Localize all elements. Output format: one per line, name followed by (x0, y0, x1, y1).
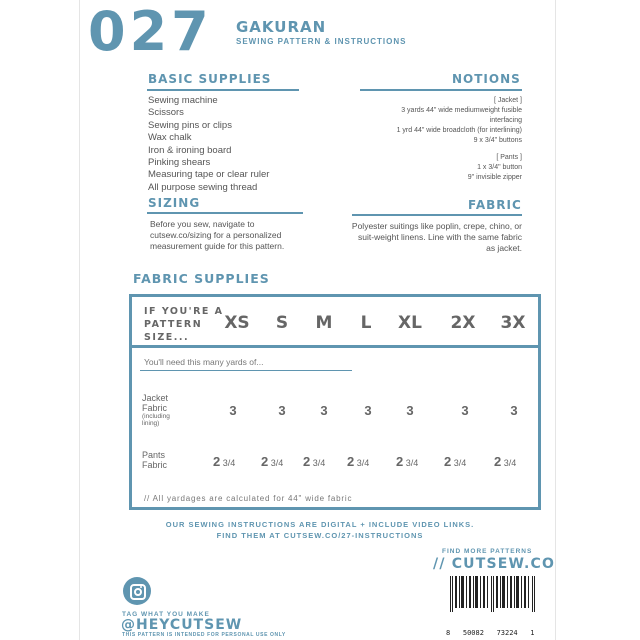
sizing-text: Before you sew, navigate to cutsew.co/sizing for a personalized measurement guide for this pattern. (150, 219, 285, 251)
basic-supplies-heading: BASIC SUPPLIES (148, 72, 272, 86)
notions-line: 1 x 3/4" button (477, 164, 522, 171)
jacket-yards-l: 3 (364, 403, 372, 418)
jacket-yards-3x: 3 (510, 403, 518, 418)
notions-list (342, 96, 522, 183)
pattern-size-label-line: SIZE... (144, 332, 190, 343)
size-s: S (275, 313, 289, 333)
fabric-supplies-heading: FABRIC SUPPLIES (133, 271, 270, 286)
cutsew-site-link[interactable]: // CUTSEW.CO (433, 556, 556, 572)
jacket-yards-s: 3 (278, 403, 286, 418)
pants-frac: 3/4 (356, 458, 370, 468)
jacket-sub: (including (142, 413, 170, 420)
pants-yards-s (261, 454, 283, 469)
jacket-yards-m: 3 (320, 403, 328, 418)
sizing-heading: SIZING (148, 196, 201, 210)
barcode-number: 8 50082 73224 1 (446, 629, 535, 637)
fabric-text: Polyester suitings like poplin, crepe, chino, or suit-weight linens. Line with the same fabric as jacket. (351, 221, 522, 253)
find-more-label: FIND MORE PATTERNS (442, 548, 533, 555)
pants-whole: 2 (396, 454, 404, 469)
notions-line: 1 yrd 44" wide broadcloth (for interlining) (396, 127, 522, 134)
pants-whole: 2 (213, 454, 221, 469)
pants-yards-l (347, 454, 369, 469)
size-xs: XS (224, 313, 250, 333)
jacket-label-2: Fabric (142, 403, 168, 413)
pants-yards-m (303, 454, 325, 469)
pattern-size-label (144, 305, 224, 344)
pants-whole: 2 (444, 454, 452, 469)
instructions-url-line: FIND THEM AT CUTSEW.CO/27-INSTRUCTIONS (216, 531, 424, 540)
pants-frac: 3/4 (453, 458, 467, 468)
basic-supplies-rule (147, 89, 299, 91)
pattern-number: 027 (88, 0, 213, 63)
jacket-yards-xl: 3 (406, 403, 414, 418)
table-divider (132, 345, 538, 348)
list-item: Iron & ironing board (148, 144, 232, 156)
size-3x: 3X (500, 313, 526, 333)
size-m: M (315, 313, 333, 333)
sizing-rule (147, 212, 303, 214)
pants-frac: 3/4 (312, 458, 326, 468)
pattern-title: GAKURAN (236, 18, 327, 36)
barcode (446, 576, 544, 618)
jacket-yards-xs: 3 (229, 403, 237, 418)
pants-yards-3x (494, 454, 516, 469)
pants-whole: 2 (347, 454, 355, 469)
pants-whole: 2 (494, 454, 502, 469)
notions-rule (360, 89, 522, 91)
notions-line: 9" invisible zipper (467, 174, 522, 181)
notions-line: 3 yards 44" wide mediumweight fusible (401, 107, 522, 114)
notions-line: 9 x 3/4" buttons (473, 137, 522, 144)
jacket-label: Jacket (142, 393, 169, 403)
pants-whole: 2 (261, 454, 269, 469)
size-2x: 2X (450, 313, 476, 333)
pattern-subtitle: SEWING PATTERN & INSTRUCTIONS (236, 37, 407, 46)
pants-whole: 2 (303, 454, 311, 469)
yardage-intro: You'll need this many yards of... (144, 357, 264, 367)
list-item: Sewing machine (148, 95, 218, 106)
jacket-fabric-label (142, 393, 170, 427)
pants-yards-2x (444, 454, 466, 469)
pattern-size-label-line: PATTERN (144, 319, 203, 330)
pants-yards-xs (213, 454, 235, 469)
pants-yards-xl (396, 454, 418, 469)
notions-line: interfacing (489, 117, 522, 124)
pants-frac: 3/4 (405, 458, 419, 468)
notions-line: [ Jacket ] (493, 97, 522, 104)
pants-frac: 3/4 (270, 458, 284, 468)
digital-instructions-line: OUR SEWING INSTRUCTIONS ARE DIGITAL + INCLUDE VIDEO LINKS. (165, 520, 475, 529)
jacket-yards-2x: 3 (461, 403, 469, 418)
list-item: Pinking shears (148, 157, 211, 169)
size-xl: XL (398, 313, 422, 333)
list-item: Scissors (148, 107, 184, 119)
fabric-heading: FABRIC (468, 198, 522, 212)
personal-use-note: THIS PATTERN IS INTENDED FOR PERSONAL USE ONLY (122, 632, 286, 638)
size-l: L (360, 313, 372, 333)
notions-spacer (342, 146, 522, 153)
list-item: Sewing pins or clips (148, 119, 232, 131)
instagram-handle[interactable]: @HEYCUTSEW (121, 617, 243, 633)
list-item: Measuring tape or clear ruler (148, 169, 270, 181)
jacket-sub-2: lining) (142, 420, 160, 427)
list-item: Wax chalk (148, 132, 192, 144)
notions-heading: NOTIONS (452, 72, 521, 86)
tag-label: TAG WHAT YOU MAKE (122, 611, 210, 618)
pants-frac: 3/4 (503, 458, 517, 468)
fabric-rule (352, 214, 522, 216)
yardage-note: // All yardages are calculated for 44" wide fabric (144, 494, 353, 503)
pants-frac: 3/4 (222, 458, 236, 468)
list-item: All purpose sewing thread (148, 181, 258, 193)
yardage-intro-rule (140, 370, 352, 371)
instagram-icon[interactable] (123, 577, 151, 605)
basic-supplies-list (148, 95, 269, 194)
pants-label: Pants (142, 450, 166, 460)
pants-fabric-label (142, 450, 167, 470)
fabric-supplies-table (129, 294, 541, 510)
notions-line: [ Pants ] (496, 154, 522, 161)
pattern-size-label-line: IF YOU'RE A (144, 306, 224, 317)
pants-label-2: Fabric (142, 460, 168, 470)
